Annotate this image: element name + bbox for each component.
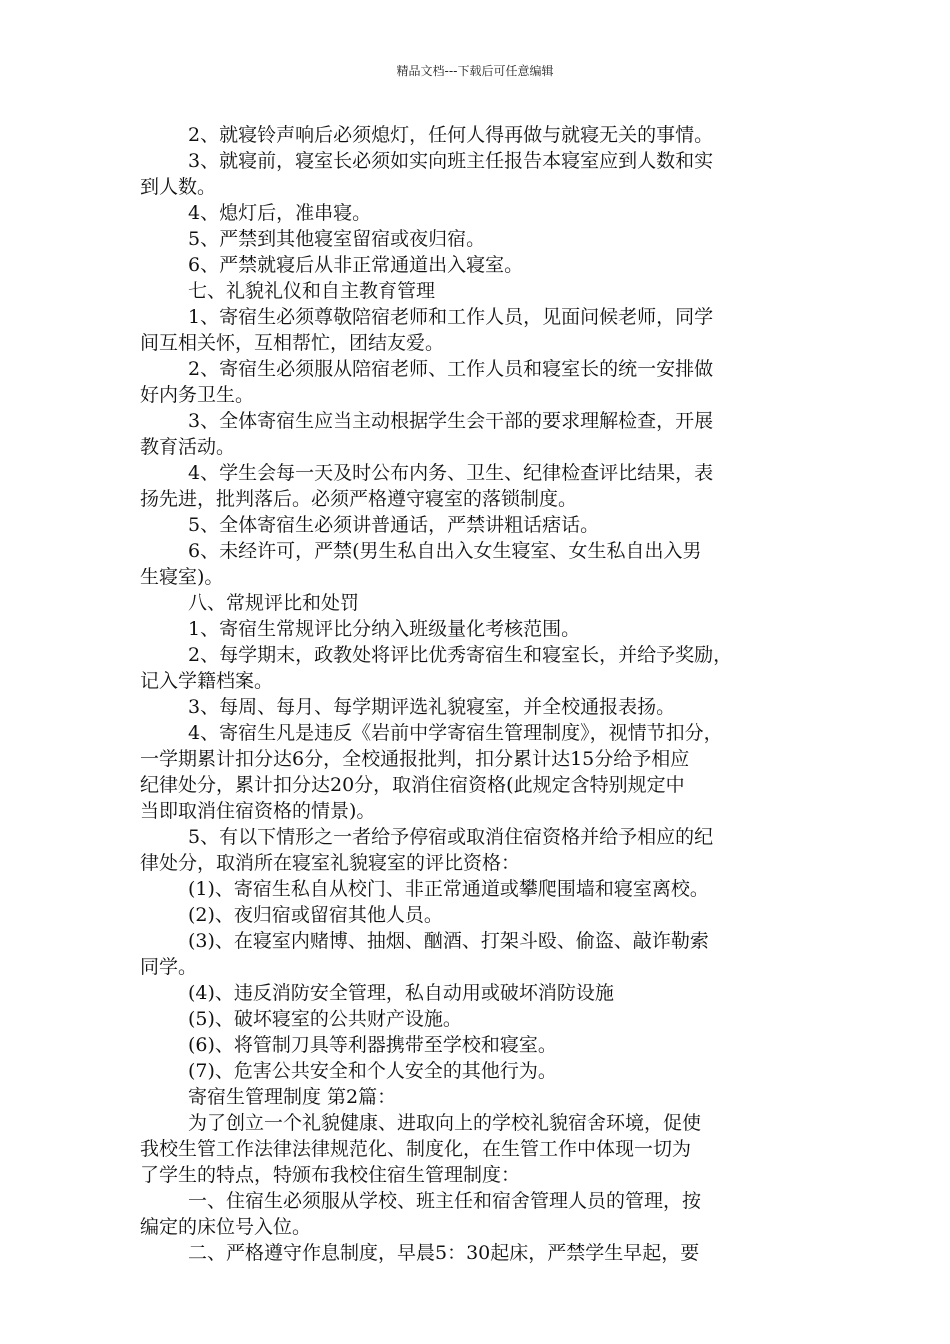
paragraph-first-line: (5)、破坏寝室的公共财产设施。 [188,1008,462,1030]
paragraph-first-line: 为了创立一个礼貌健康、进取向上的学校礼貌宿舍环境，促使 [188,1112,702,1134]
paragraph [140,460,810,512]
paragraph-first-line: 6、严禁就寝后从非正常通道出入寝室。 [188,254,524,276]
paragraph [188,1084,810,1110]
paragraph [140,1110,810,1188]
paragraph-first-line: 七、礼貌礼仪和自主教育管理 [188,280,436,302]
page-header: 精品文档---下载后可任意编辑 [396,64,554,78]
paragraph-first-line: 3、就寝前，寝室长必须如实向班主任报告本寝室应到人数和实 [188,150,714,172]
paragraph [140,720,810,824]
paragraph-continuation-line: 纪律处分，累计扣分达20分，取消住宿资格(此规定含特别规定中 [140,774,685,796]
paragraph-first-line: 6、未经许可，严禁(男生私自出入女生寝室、女生私自出入男 [188,540,702,562]
paragraph [188,278,810,304]
paragraph-first-line: 二、严格遵守作息制度，早晨5：30起床，严禁学生早起，要 [188,1242,700,1264]
paragraph-continuation-line: 同学。 [140,956,198,978]
paragraph-first-line: 一、住宿生必须服从学校、班主任和宿舍管理人员的管理，按 [188,1190,702,1212]
paragraph-continuation-line: 一学期累计扣分达6分，全校通报批判，扣分累计达15分给予相应 [140,748,690,770]
paragraph [140,538,810,590]
paragraph [188,122,810,148]
paragraph-continuation-line: 扬先进，批判落后。必须严格遵守寝室的落锁制度。 [140,488,578,510]
paragraph [188,1006,810,1032]
paragraph [140,1188,810,1240]
paragraph-continuation-line: 到人数。 [140,176,217,198]
paragraph-first-line: 1、寄宿生必须尊敬陪宿老师和工作人员，见面问候老师，同学 [188,306,714,328]
paragraph [188,1058,810,1084]
paragraph [188,200,810,226]
paragraph-first-line: 1、寄宿生常规评比分纳入班级量化考核范围。 [188,618,581,640]
paragraph-first-line: 3、全体寄宿生应当主动根据学生会干部的要求理解检查，开展 [188,410,714,432]
paragraph-first-line: 寄宿生管理制度 第2篇： [188,1086,397,1108]
paragraph-first-line: 5、有以下情形之一者给予停宿或取消住宿资格并给予相应的纪 [188,826,714,848]
paragraph-first-line: (3)、在寝室内赌博、抽烟、酗酒、打架斗殴、偷盗、敲诈勒索 [188,930,709,952]
paragraph [188,1240,810,1266]
paragraph-first-line: 4、熄灯后，准串寝。 [188,202,372,224]
paragraph [188,876,810,902]
paragraph [188,902,810,928]
paragraph-first-line: (2)、夜归宿或留宿其他人员。 [188,904,443,926]
paragraph-continuation-line: 编定的床位号入位。 [140,1216,312,1238]
paragraph-continuation-line: 记入学籍档案。 [140,670,274,692]
paragraph-continuation-line: 生寝室)。 [140,566,224,588]
paragraph [188,616,810,642]
paragraph-continuation-line: 当即取消住宿资格的情景)。 [140,800,376,822]
paragraph [140,356,810,408]
paragraph [188,512,810,538]
paragraph-first-line: 2、寄宿生必须服从陪宿老师、工作人员和寝室长的统一安排做 [188,358,714,380]
paragraph-continuation-line: 间互相关怀，互相帮忙，团结友爱。 [140,332,445,354]
paragraph [140,642,810,694]
paragraph [188,694,810,720]
paragraph-continuation-line: 好内务卫生。 [140,384,255,406]
paragraph-first-line: (7)、危害公共安全和个人安全的其他行为。 [188,1060,557,1082]
paragraph [188,226,810,252]
paragraph-first-line: 八、常规评比和处罚 [188,592,360,614]
paragraph-first-line: (4)、违反消防安全管理，私自动用或破坏消防设施 [188,982,614,1004]
paragraph-first-line: 2、每学期末，政教处将评比优秀寄宿生和寝室长，并给予奖励， [188,644,733,666]
paragraph [188,252,810,278]
paragraph [188,980,810,1006]
paragraph-first-line: (6)、将管制刀具等利器携带至学校和寝室。 [188,1034,557,1056]
paragraph-first-line: 5、严禁到其他寝室留宿或夜归宿。 [188,228,486,250]
paragraph-first-line: 2、就寝铃声响后必须熄灯，任何人得再做与就寝无关的事情。 [188,124,714,146]
document-body [140,122,810,1266]
paragraph [140,148,810,200]
paragraph [140,824,810,876]
paragraph-continuation-line: 律处分，取消所在寝室礼貌寝室的评比资格： [140,852,521,874]
paragraph-first-line: 3、每周、每月、每学期评选礼貌寝室，并全校通报表扬。 [188,696,676,718]
paragraph-continuation-line: 教育活动。 [140,436,236,458]
paragraph-first-line: (1)、寄宿生私自从校门、非正常通道或攀爬围墙和寝室离校。 [188,878,709,900]
paragraph-first-line: 4、学生会每一天及时公布内务、卫生、纪律检查评比结果，表 [188,462,714,484]
paragraph [188,590,810,616]
paragraph-first-line: 5、全体寄宿生必须讲普通话，严禁讲粗话痞话。 [188,514,600,536]
paragraph-continuation-line: 了学生的特点，特颁布我校住宿生管理制度： [140,1164,521,1186]
paragraph [188,1032,810,1058]
paragraph [140,408,810,460]
paragraph-continuation-line: 我校生管工作法律法律规范化、制度化，在生管工作中体现一切为 [140,1138,692,1160]
paragraph [140,928,810,980]
paragraph-first-line: 4、寄宿生凡是违反《岩前中学寄宿生管理制度》，视情节扣分， [188,722,723,744]
paragraph [140,304,810,356]
